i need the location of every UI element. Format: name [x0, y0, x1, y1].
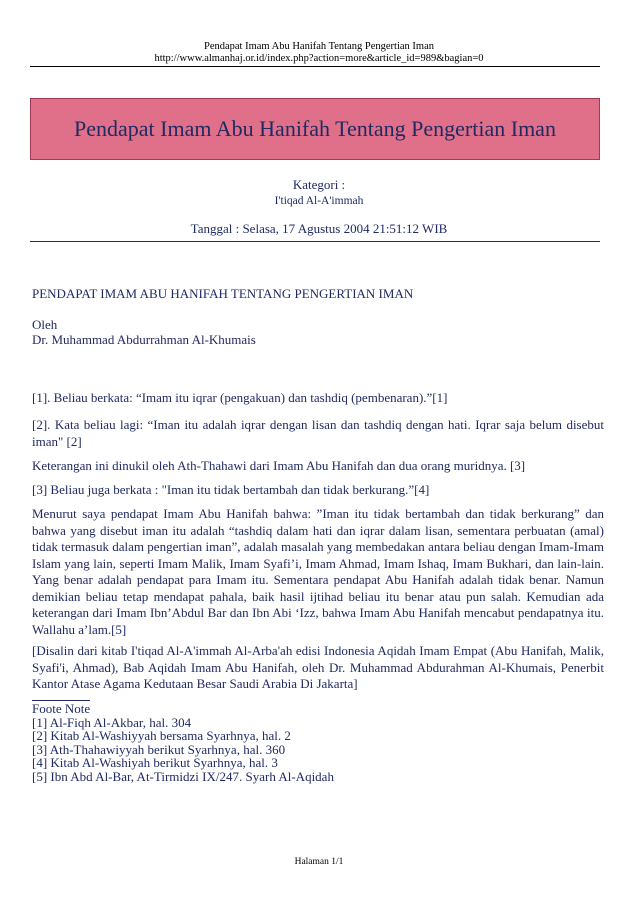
page-header-url[interactable]: http://www.almanhaj.or.id/index.php?action=more&article_id=989&bagian=0: [154, 53, 484, 64]
paragraph-3: Keterangan ini dinukil oleh Ath-Thahawi dari Imam Abu Hanifah dan dua orang muridnya. [3]: [32, 458, 526, 473]
banner-title: Pendapat Imam Abu Hanifah Tentang Pengertian Iman: [74, 116, 556, 141]
meta-divider: [30, 241, 600, 242]
paragraph-5: Menurut saya pendapat Imam Abu Hanifah bahwa: ”Iman itu tidak bertambah dan tidak berkurang” dan bahwa yang disebut iman itu adalah “tashdiq dalam hati dan iqrar dalam lisan, sementara perbuatan (amal) tidak termasuk dalam pengertian iman”, adalah masalah yang membedakan antara beliau dengan Imam-Imam Islam yang lain, seperti Imam Malik, Imam Syafi’i, Imam Ahmad, Imam Ishaq, Imam Bukhari, dan lain-lain. Yang benar adalah pendapat para Imam itu. Sementara pendapat Abu Hanifah adalah tidak benar. Namun demikian beliau tetap mendapat pahala, baik hasil ijtihad beliau itu benar atau pun salah. Kemudian ada keterangan dari Imam Ibn’Abdul Bar dan Ibn Abi ‘Izz, bahwa Imam Abu Hanifah mencabut pendapatnya itu. Wallahu a’lam.[5]: [32, 506, 604, 637]
publish-date: Tanggal : Selasa, 17 Agustus 2004 21:51:12 WIB: [190, 221, 448, 236]
footnote-item: [4] Kitab Al-Washiyah berikut Syarhnya, hal. 3: [32, 755, 278, 771]
paragraph-2: [2]. Kata beliau lagi: “Iman itu adalah iqrar dengan lisan dan tashdiq dengan hati. Iqrar saja belum disebut iman" [2]: [32, 417, 604, 449]
author-name: Dr. Muhammad Abdurrahman Al-Khumais: [32, 331, 256, 347]
footnote-item: [3] Ath-Thahawiyyah berikut Syarhnya, hal. 360: [32, 741, 286, 757]
paragraph-source: [Disalin dari kitab I'tiqad Al-A'immah Al-Arba'ah edisi Indonesia Aqidah Imam Empat (Abu Hanifah, Malik, Syafi'i, Ahmad), Bab Aqidah Imam Abu Hanifah, oleh Dr. Muhammad Abdurahman Al-Khumais, Penerbit Kantor Atase Agama Kedutaan Besar Saudi Arabia Di Jakarta]: [32, 643, 604, 691]
footnote-item: [5] Ibn Abd Al-Bar, At-Tirmidzi IX/247. Syarh Al-Aqidah: [32, 768, 334, 784]
footnote-item: [1] Al-Fiqh Al-Akbar, hal. 304: [32, 714, 192, 730]
paragraph-1: [1]. Beliau berkata: “Imam itu iqrar (pengakuan) dan tashdiq (pembenaran).”[1]: [32, 390, 448, 405]
paragraph-4: [3] Beliau juga berkata : "Iman itu tidak bertambah dan tidak berkurang.”[4]: [32, 482, 430, 497]
footnote-item: [2] Kitab Al-Washiyyah bersama Syarhnya, hal. 2: [32, 728, 291, 744]
footnotes: [32, 700, 334, 784]
header-divider: [30, 66, 600, 67]
page-number: Halaman 1/1: [294, 857, 344, 867]
category-value: I'tiqad Al-A'immah: [274, 195, 364, 207]
article-heading: PENDAPAT IMAM ABU HANIFAH TENTANG PENGERTIAN IMAN: [32, 286, 414, 301]
footnotes-heading: Foote Note: [32, 701, 91, 716]
title-banner: [30, 98, 600, 160]
category-label: Kategori :: [292, 177, 346, 192]
byline-label: Oleh: [32, 317, 58, 332]
page-header-title: Pendapat Imam Abu Hanifah Tentang Pengertian Iman: [203, 41, 434, 52]
byline: [32, 318, 256, 347]
